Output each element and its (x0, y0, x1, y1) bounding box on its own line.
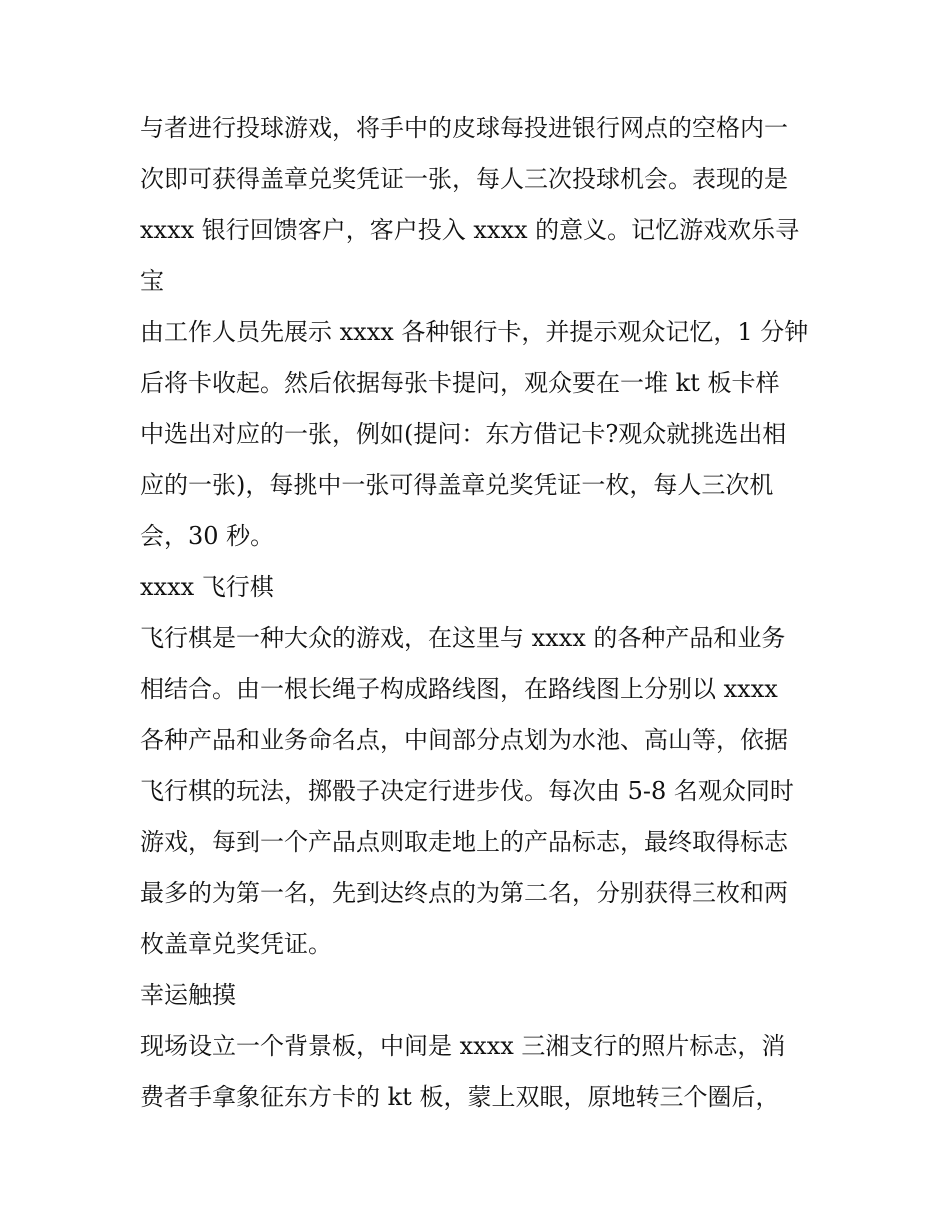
section-heading: xxxx 飞行棋 (140, 573, 274, 601)
paragraph-line: 相结合。由一根长绳子构成路线图，在路线图上分别以 xxxx (140, 675, 778, 703)
paragraph-line: 由工作人员先展示 xxxx 各种银行卡，并提示观众记忆，1 分钟 (140, 318, 809, 346)
paragraph-line: 枚盖章兑奖凭证。 (140, 930, 332, 958)
paragraph-line: 费者手拿象征东方卡的 kt 板，蒙上双眼，原地转三个圈后， (140, 1083, 780, 1111)
paragraph-line: 后将卡收起。然后依据每张卡提问，观众要在一堆 kt 板卡样 (140, 369, 780, 397)
paragraph-line: 游戏，每到一个产品点则取走地上的产品标志，最终取得标志 (140, 828, 788, 856)
paragraph-line: 现场设立一个背景板，中间是 xxxx 三湘支行的照片标志，消 (140, 1032, 786, 1060)
paragraph-line: xxxx 银行回馈客户，客户投入 xxxx 的意义。记忆游戏欢乐寻 (140, 216, 800, 244)
paragraph-line: 与者进行投球游戏，将手中的皮球每投进银行网点的空格内一 (140, 114, 788, 142)
paragraph-line: 会，30 秒。 (140, 522, 275, 550)
document-body (140, 103, 820, 1123)
paragraph-line: 最多的为第一名，先到达终点的为第二名，分别获得三枚和两 (140, 879, 788, 907)
paragraph-line: 中选出对应的一张，例如(提问：东方借记卡?观众就挑选出相 (140, 420, 787, 448)
paragraph-line: 宝 (140, 267, 164, 295)
paragraph-line: 次即可获得盖章兑奖凭证一张，每人三次投球机会。表现的是 (140, 165, 788, 193)
paragraph-line: 各种产品和业务命名点，中间部分点划为水池、高山等，依据 (140, 726, 788, 754)
section-heading: 幸运触摸 (140, 981, 236, 1009)
paragraph-line: 飞行棋的玩法，掷骰子决定行进步伐。每次由 5-8 名观众同时 (140, 777, 794, 805)
paragraph-line: 应的一张)，每挑中一张可得盖章兑奖凭证一枚，每人三次机 (140, 471, 774, 499)
paragraph-line: 飞行棋是一种大众的游戏，在这里与 xxxx 的各种产品和业务 (140, 624, 786, 652)
